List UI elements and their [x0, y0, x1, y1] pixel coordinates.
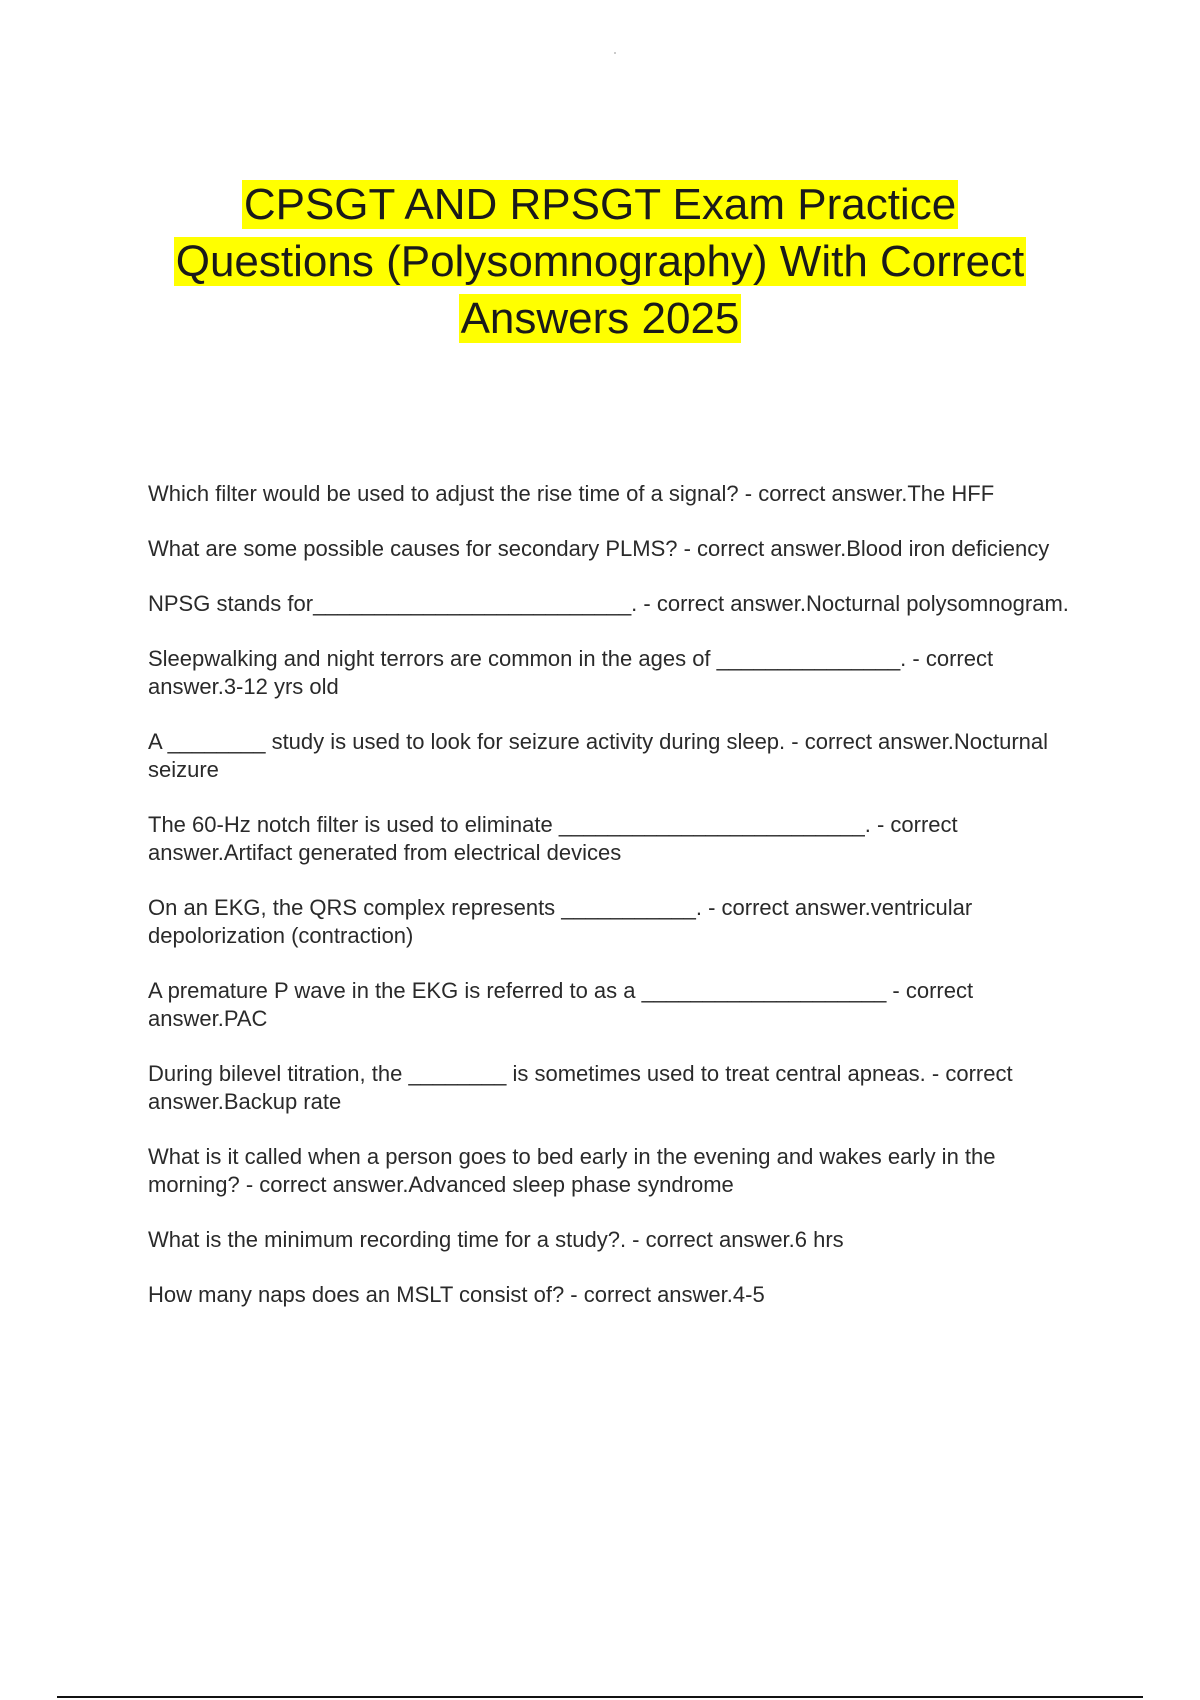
bottom-divider [57, 1696, 1143, 1698]
question-item: NPSG stands for__________________________. - correct answer.Nocturnal polysomnogram. [148, 591, 1069, 616]
question-item: Sleepwalking and night terrors are common in the ages of _______________. - correct answer.3-12 yrs old [148, 646, 994, 699]
question-item: On an EKG, the QRS complex represents ___________. - correct answer.ventricular depolorization (contraction) [148, 895, 973, 948]
question-item: The 60-Hz notch filter is used to eliminate _________________________. - correct answer.Artifact generated from electrical devices [148, 812, 958, 865]
question-item: What is the minimum recording time for a study?. - correct answer.6 hrs [148, 1227, 844, 1252]
question-item: What are some possible causes for secondary PLMS? - correct answer.Blood iron deficiency [148, 536, 1050, 561]
document-title [174, 180, 1027, 343]
title-line-2: Questions (Polysomnography) With Correct [175, 237, 1025, 286]
question-item: What is it called when a person goes to bed early in the evening and wakes early in the morning? - correct answer.Advanced sleep phase syndrome [148, 1144, 996, 1197]
question-item: A premature P wave in the EKG is referred to as a ____________________ - correct answer.PAC [148, 978, 974, 1031]
title-line-1: CPSGT AND RPSGT Exam Practice [243, 180, 957, 229]
question-item: Which filter would be used to adjust the rise time of a signal? - correct answer.The HFF [148, 481, 995, 506]
question-item: How many naps does an MSLT consist of? - correct answer.4-5 [148, 1282, 765, 1307]
title-block [100, 176, 1100, 347]
title-line-3: Answers 2025 [460, 294, 740, 343]
question-item: A ________ study is used to look for seizure activity during sleep. - correct answer.Nocturnal seizure [148, 729, 1049, 782]
question-item: During bilevel titration, the ________ is sometimes used to treat central apneas. - correct answer.Backup rate [148, 1061, 1013, 1114]
scan-speck [614, 52, 616, 54]
question-list [148, 480, 1088, 1336]
